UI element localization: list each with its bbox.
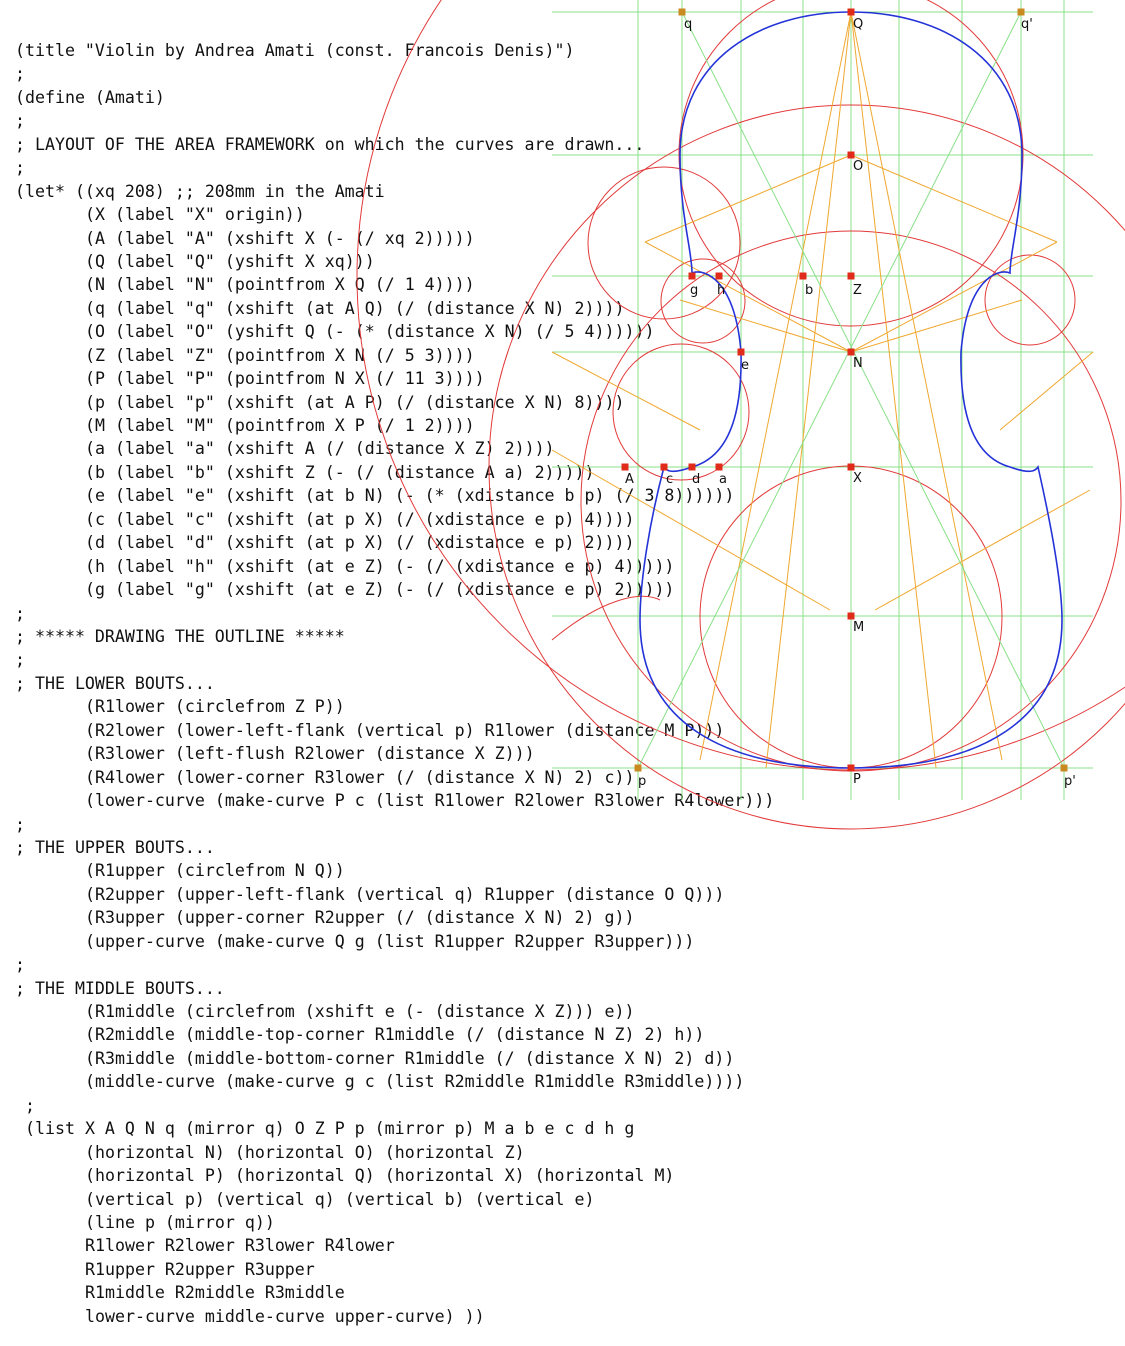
diagonal-line bbox=[766, 12, 851, 768]
code-line: ; bbox=[15, 158, 25, 178]
diagonal-line bbox=[851, 300, 1022, 352]
code-line: (R3middle (middle-bottom-corner R1middle (/ (distance X N) 2) d)) bbox=[85, 1048, 735, 1068]
diagonal-line bbox=[1000, 352, 1093, 430]
code-line: ; bbox=[15, 64, 25, 84]
code-line: (q (label "q" (xshift (at A Q) (/ (distance X N) 2)))) bbox=[85, 298, 625, 318]
point-label-X: X bbox=[853, 471, 862, 486]
point-label-h: h bbox=[717, 283, 726, 298]
point-P bbox=[848, 765, 855, 772]
point-labels bbox=[625, 17, 1076, 789]
diagonal-line bbox=[851, 12, 1002, 760]
construction-diagonals bbox=[552, 12, 1093, 768]
code-line: (a (label "a" (xshift A (/ (distance X Z) 2)))) bbox=[85, 439, 555, 459]
code-line: (list X A Q N q (mirror q) O Z P p (mirror p) M a b e c d h g bbox=[25, 1119, 635, 1139]
point-g bbox=[689, 273, 696, 280]
point-label-P: P bbox=[853, 772, 861, 787]
code-line: (upper-curve (make-curve Q g (list R1upper R2upper R3upper))) bbox=[85, 931, 695, 951]
code-line: (lower-curve (make-curve P c (list R1lower R2lower R3lower R4lower))) bbox=[85, 791, 775, 811]
code-line: (define (Amati) bbox=[15, 87, 165, 107]
point-label-p: p bbox=[638, 774, 647, 789]
diagonal-line bbox=[552, 450, 830, 610]
code-line: (O (label "O" (yshift Q (- (* (distance X N) (/ 5 4)))))) bbox=[85, 322, 655, 342]
point-label-d: d bbox=[692, 472, 701, 487]
code-line: ; bbox=[15, 111, 25, 131]
diagonal-line bbox=[645, 242, 851, 352]
code-line: (b (label "b" (xshift Z (- (/ (distance A a) 2))))) bbox=[85, 462, 595, 482]
point-label-a: a bbox=[719, 472, 727, 487]
code-line: (R4lower (lower-corner R3lower (/ (distance X N) 2) c)) bbox=[85, 767, 635, 787]
code-line: ; LAYOUT OF THE AREA FRAMEWORK on which the curves are drawn... bbox=[15, 134, 645, 154]
diagonal-line bbox=[851, 12, 936, 768]
code-line: (let* ((xq 208) ;; 208mm in the Amati bbox=[15, 181, 385, 201]
diagonal-line bbox=[552, 352, 700, 430]
code-line: (N (label "N" (pointfrom X Q (/ 1 4)))) bbox=[85, 275, 475, 295]
code-line: R1upper R2upper R3upper bbox=[85, 1259, 315, 1279]
point-label-e: e bbox=[741, 358, 749, 373]
code-line: lower-curve middle-curve upper-curve) )) bbox=[85, 1306, 485, 1326]
code-line: (R2middle (middle-top-corner R1middle (/ (distance N Z) 2) h)) bbox=[85, 1025, 705, 1045]
code-line: (Q (label "Q" (yshift X xq))) bbox=[85, 251, 375, 271]
code-line: R1lower R2lower R3lower R4lower bbox=[85, 1236, 395, 1256]
point-M bbox=[848, 613, 855, 620]
code-line: R1middle R2middle R3middle bbox=[85, 1283, 345, 1303]
code-line: (R1upper (circlefrom N Q)) bbox=[85, 861, 345, 881]
point-label-b: b bbox=[805, 283, 814, 298]
construction-circle bbox=[985, 255, 1075, 345]
code-line: (d (label "d" (xshift (at p X) (/ (xdistance e p) 2)))) bbox=[85, 533, 635, 553]
code-line: (middle-curve (make-curve g c (list R2middle R1middle R3middle)))) bbox=[85, 1072, 745, 1092]
code-line: (h (label "h" (xshift (at e Z) (- (/ (xdistance e p) 4))))) bbox=[85, 556, 675, 576]
point-a bbox=[716, 464, 723, 471]
construction-circle bbox=[661, 259, 745, 343]
code-line: (R1lower (circlefrom Z P)) bbox=[85, 697, 345, 717]
code-line: (vertical p) (vertical q) (vertical b) (vertical e) bbox=[85, 1189, 595, 1209]
code-line: (P (label "P" (pointfrom N X (/ 11 3)))) bbox=[85, 369, 485, 389]
code-line: (horizontal N) (horizontal O) (horizontal Z) bbox=[85, 1142, 525, 1162]
code-line: (horizontal P) (horizontal Q) (horizontal X) (horizontal M) bbox=[85, 1166, 675, 1186]
diagonal-line bbox=[638, 12, 1021, 768]
code-line: (R3lower (left-flush R2lower (distance X Z))) bbox=[85, 744, 535, 764]
point-h bbox=[716, 273, 723, 280]
point-e bbox=[738, 349, 745, 356]
point-c bbox=[661, 464, 668, 471]
code-line: (R2upper (upper-left-flank (vertical q) R1upper (distance O Q))) bbox=[85, 884, 725, 904]
point-label-c: c bbox=[666, 472, 674, 487]
code-line: (Z (label "Z" (pointfrom X N (/ 5 3)))) bbox=[85, 345, 475, 365]
code-line: ; ***** DRAWING THE OUTLINE ***** bbox=[15, 627, 345, 646]
diagonal-line bbox=[851, 242, 1057, 352]
code-line: ; bbox=[15, 955, 25, 975]
point-label-N: N bbox=[853, 356, 863, 371]
code-line: (line p (mirror q)) bbox=[85, 1213, 275, 1232]
point-b bbox=[800, 273, 807, 280]
point-label-q: q bbox=[684, 17, 693, 32]
code-line: ; THE UPPER BOUTS... bbox=[15, 837, 215, 857]
point-label-M: M bbox=[853, 620, 865, 635]
point-N bbox=[848, 349, 855, 356]
diagonal-line bbox=[851, 155, 1057, 242]
code-line: (e (label "e" (xshift (at b N) (- (* (xdistance b p) (/ 3 8)))))) bbox=[85, 486, 735, 506]
point-label-g: g bbox=[690, 283, 699, 298]
point-label-Z: Z bbox=[853, 283, 862, 298]
construction-points bbox=[622, 9, 1068, 772]
point-p_prime bbox=[1061, 765, 1068, 772]
point-d bbox=[689, 464, 696, 471]
construction-circle bbox=[613, 344, 749, 480]
code-line: (p (label "p" (xshift (at A P) (/ (distance X N) 8)))) bbox=[85, 392, 625, 412]
code-line: ; bbox=[15, 603, 25, 623]
code-line: (c (label "c" (xshift (at p X) (/ (xdistance e p) 4)))) bbox=[85, 509, 635, 529]
code-line: (X (label "X" origin)) bbox=[85, 205, 305, 225]
point-p bbox=[635, 765, 642, 772]
point-q bbox=[679, 9, 686, 16]
point-Q bbox=[848, 9, 855, 16]
diagonal-line bbox=[700, 12, 851, 760]
code-line: ; bbox=[15, 814, 25, 834]
code-line: ; bbox=[15, 650, 25, 670]
code-line: (title "Violin by Andrea Amati (const. Francois Denis)") bbox=[15, 41, 575, 60]
diagonal-line bbox=[680, 300, 851, 352]
code-line: (R3upper (upper-corner R2upper (/ (distance X N) 2) g)) bbox=[85, 908, 635, 928]
point-A bbox=[622, 464, 629, 471]
point-O bbox=[848, 152, 855, 159]
construction-arc bbox=[552, 596, 660, 640]
code-line: (g (label "g" (xshift (at e Z) (- (/ (xdistance e p) 2))))) bbox=[85, 580, 675, 600]
code-line: (R1middle (circlefrom (xshift e (- (distance X Z))) e)) bbox=[85, 1002, 635, 1022]
code-line: ; THE MIDDLE BOUTS... bbox=[15, 978, 225, 998]
point-label-p_prime: p' bbox=[1064, 774, 1076, 789]
point-label-Q: Q bbox=[853, 17, 864, 32]
framework-grid bbox=[552, 0, 1093, 800]
code-line: (M (label "M" (pointfrom X P (/ 1 2)))) bbox=[85, 416, 475, 436]
point-label-A: A bbox=[625, 472, 634, 487]
code-line: ; THE LOWER BOUTS... bbox=[15, 673, 215, 693]
code-line: ; bbox=[25, 1095, 35, 1115]
point-Z bbox=[848, 273, 855, 280]
code-line: (R2lower (lower-left-flank (vertical p) R1lower (distance M P))) bbox=[85, 720, 725, 740]
point-label-O: O bbox=[853, 159, 864, 174]
code-line: (A (label "A" (xshift X (- (/ xq 2))))) bbox=[85, 228, 475, 248]
point-q_prime bbox=[1018, 9, 1025, 16]
point-label-q_prime: q' bbox=[1021, 17, 1033, 32]
point-X bbox=[848, 464, 855, 471]
